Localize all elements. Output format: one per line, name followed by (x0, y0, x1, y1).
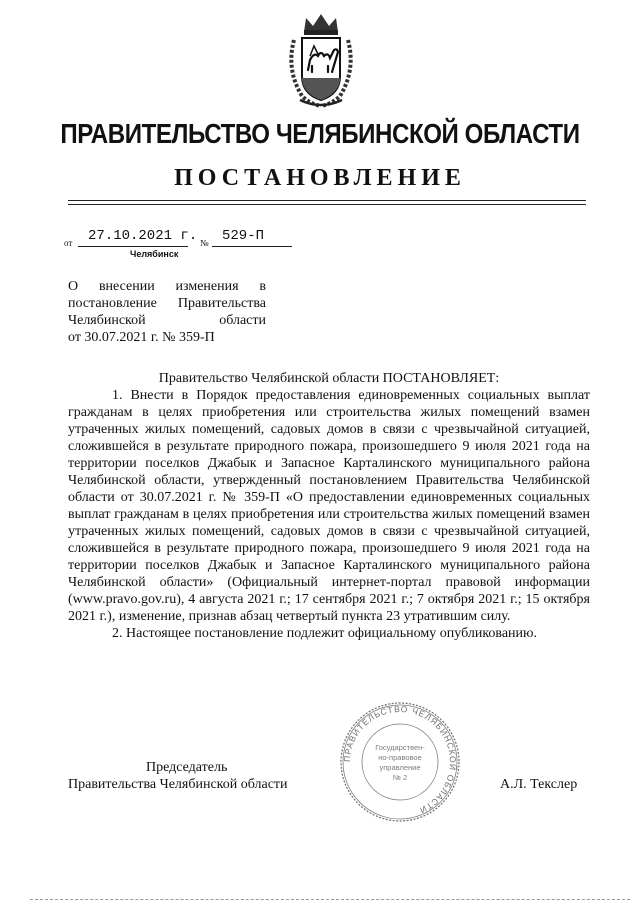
document-type-heading: ПОСТАНОВЛЕНИЕ (174, 165, 466, 191)
header-rule (68, 200, 586, 201)
number-underline (212, 246, 292, 247)
date-underline (78, 246, 188, 247)
coat-of-arms-emblem (280, 10, 362, 110)
preamble: Правительство Челябинской области ПОСТАНОВЛЯЕТ: (158, 371, 500, 386)
stamp-inner-line: но-правовое (378, 753, 422, 762)
stamp-inner-line: Государствен- (375, 743, 425, 752)
document-number: 529-П (222, 228, 265, 244)
date-from-label: от (64, 238, 73, 248)
subject-line: Челябинской области (68, 313, 266, 328)
document-body (68, 370, 590, 642)
header-rule-thin (68, 204, 586, 205)
stamp-inner-line: № 2 (392, 773, 408, 782)
stamp-outer-text: ПРАВИТЕЛЬСТВО ЧЕЛЯБИНСКОЙ ОБЛАСТИ (341, 703, 459, 816)
stamp-inner-line: управление (379, 763, 421, 772)
paragraph-2: 2. Настоящее постановление подлежит официальному опубликованию. (112, 626, 537, 641)
subject-line: постановление Правительства (68, 296, 266, 311)
subject-line: от 30.07.2021 г. № 359-П (68, 330, 215, 345)
paragraph-1: 1. Внести в Порядок предоставления единовременных социальных выплат гражданам в целях приобретения или строительства жилых помещений взамен утраченных жилых помещений, садовых домов в связи с чрезвычайной ситуацией, сложившейся в результате природного пожара, произошедшего 9 июля 2021 года на территории поселков Джабык и Запасное Карталинского муниципального района Челябинской области, утвержденный постановлением Правительства Челябинской области от 30.07.2021 г. № 359-П «О предоставлении единовременных социальных выплат гражданам в целях приобретения или строительства жилых помещений взамен утраченных жилых помещений, садовых домов в связи с чрезвычайной ситуацией, сложившейся в результате природного пожара, произошедшего 9 июля 2021 года на территории поселков Джабык и Запасное Карталинского муниципального района Челябинской области» (Официальный интернет-портал правовой информации (www.pravo.gov.ru), 4 августа 2021 г.; 17 сентября 2021 г.; 7 октября 2021 г.; 15 октября 2021 г.), изменение, признав абзац четвертый пункта 23 утратившим силу. (68, 388, 590, 624)
official-stamp (338, 700, 462, 824)
document-date: 27.10.2021 г. (88, 228, 198, 244)
signatory-position-line-1: Председатель (146, 760, 228, 775)
subject-line: О внесении изменения в (68, 279, 266, 294)
government-title: ПРАВИТЕЛЬСТВО ЧЕЛЯБИНСКОЙ ОБЛАСТИ (60, 118, 580, 149)
city-label: Челябинск (130, 249, 179, 259)
document-subject (68, 278, 266, 346)
number-label: № (200, 238, 209, 248)
signatory-name: А.Л. Текслер (500, 777, 578, 792)
signatory-position-line-2: Правительства Челябинской области (68, 777, 288, 792)
footer-rule (30, 899, 630, 900)
